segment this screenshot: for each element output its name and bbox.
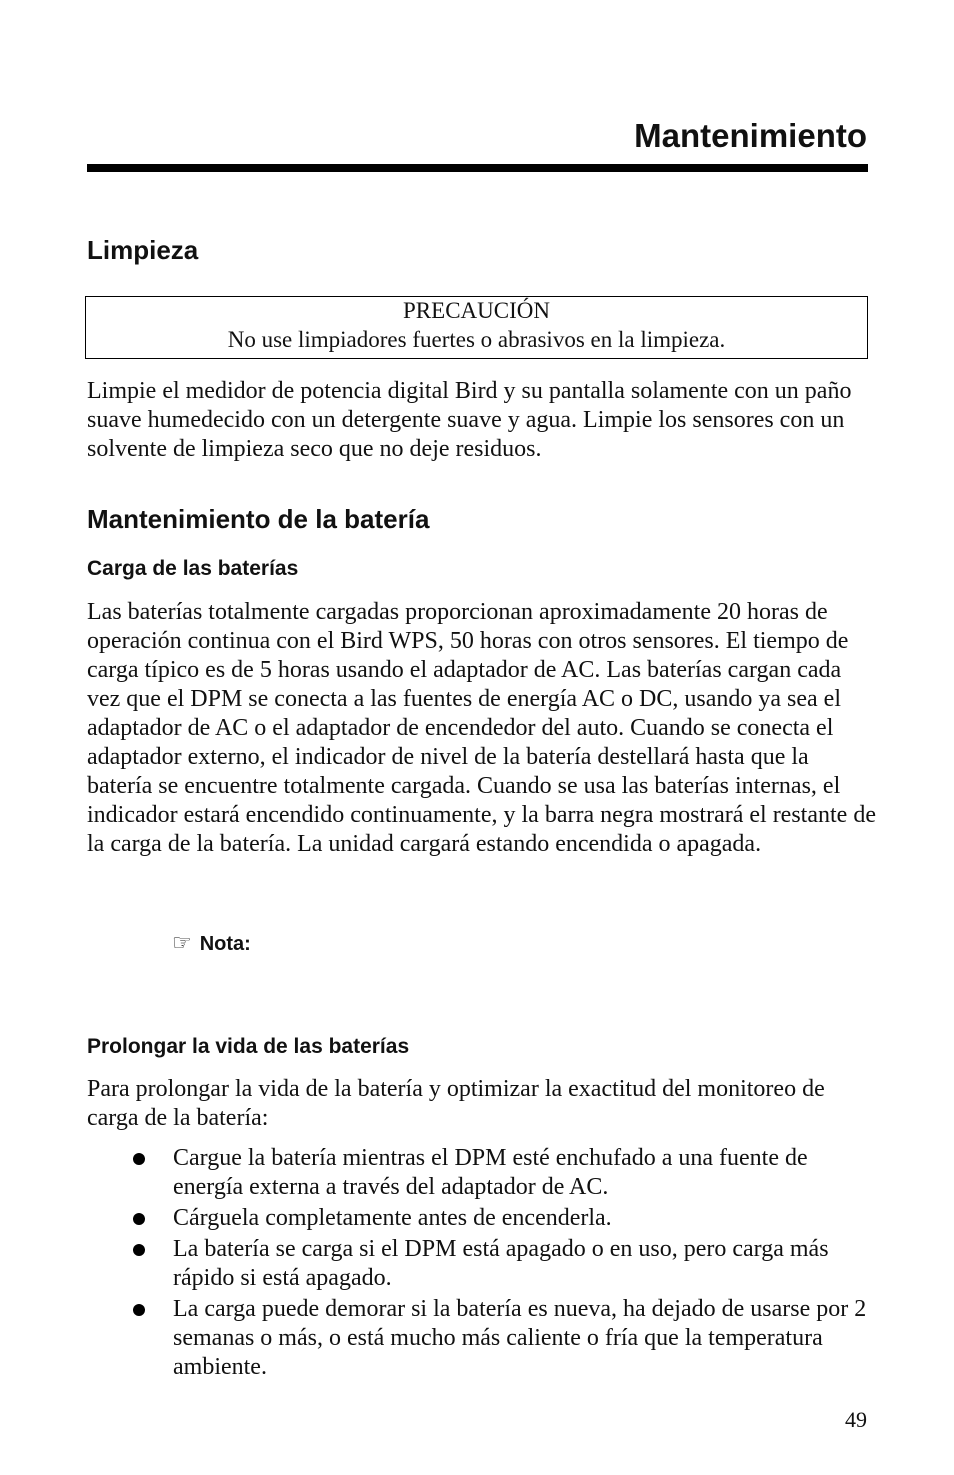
list-item-text: Cargue la batería mientras el DPM esté enchufado a una fuente de energía externa a través del adaptador de AC. bbox=[173, 1145, 808, 1200]
list-item-text: La carga puede demorar si la batería es nueva, ha dejado de usarse por 2 semanas o más, o está mucho más caliente o fría que la temperatura ambiente. bbox=[173, 1296, 867, 1380]
caution-title: PRECAUCIÓN bbox=[403, 298, 550, 323]
chapter-rule bbox=[87, 164, 868, 172]
bullet-icon bbox=[133, 1244, 145, 1256]
battery-tips-list bbox=[133, 1144, 873, 1384]
list-item bbox=[133, 1235, 873, 1293]
bullet-icon bbox=[133, 1213, 145, 1225]
list-item bbox=[133, 1144, 873, 1202]
subheading-charging: Carga de las baterías bbox=[87, 557, 299, 580]
cleaning-paragraph: Limpie el medidor de potencia digital Bird y su pantalla solamente con un paño suave humedecido con un detergente suave y agua. Limpie los sensores con un solvente de limpieza seco que no deje residuos. bbox=[87, 378, 852, 462]
bullet-icon bbox=[133, 1304, 145, 1316]
section-heading-battery: Mantenimiento de la batería bbox=[87, 504, 430, 534]
caution-text: No use limpiadores fuertes o abrasivos en la limpieza. bbox=[227, 327, 726, 352]
list-item-text: La batería se carga si el DPM está apagado o en uso, pero carga más rápido si está apagado. bbox=[173, 1236, 829, 1291]
bullet-icon bbox=[133, 1153, 145, 1165]
pointing-hand-icon: ☞ bbox=[172, 930, 192, 955]
page-number: 49 bbox=[845, 1407, 867, 1432]
chapter-title: Mantenimiento bbox=[634, 117, 867, 154]
caution-box bbox=[85, 296, 868, 359]
note-label: Nota: bbox=[199, 933, 251, 955]
section-heading-cleaning: Limpieza bbox=[87, 235, 199, 265]
note bbox=[172, 930, 251, 956]
list-item-text: Cárguela completamente antes de encenderla. bbox=[173, 1205, 612, 1231]
charging-paragraph: Las baterías totalmente cargadas proporcionan aproximadamente 20 horas de operación continua con el Bird WPS, 50 horas con otros sensores. El tiempo de carga típico es de 5 horas usando el adaptador de AC. Las baterías cargan cada vez que el DPM se conecta a las fuentes de energía AC o DC, usando ya sea el adaptador de AC o el adaptador de encendedor del auto. Cuando se conecta el adaptador externo, el indicador de nivel de la batería destellará hasta que la batería se encuentre totalmente cargada. Cuando se usa las baterías internas, el indicador estará encendido continuamente, y la barra negra mostrará el restante de la carga de la batería. La unidad cargará estando encendida o apagada. bbox=[87, 599, 876, 857]
subheading-prolong: Prolongar la vida de las baterías bbox=[87, 1035, 410, 1058]
prolong-intro-paragraph: Para prolongar la vida de la batería y optimizar la exactitud del monitoreo de carga de la batería: bbox=[87, 1076, 825, 1131]
list-item bbox=[133, 1204, 873, 1233]
list-item bbox=[133, 1295, 873, 1382]
